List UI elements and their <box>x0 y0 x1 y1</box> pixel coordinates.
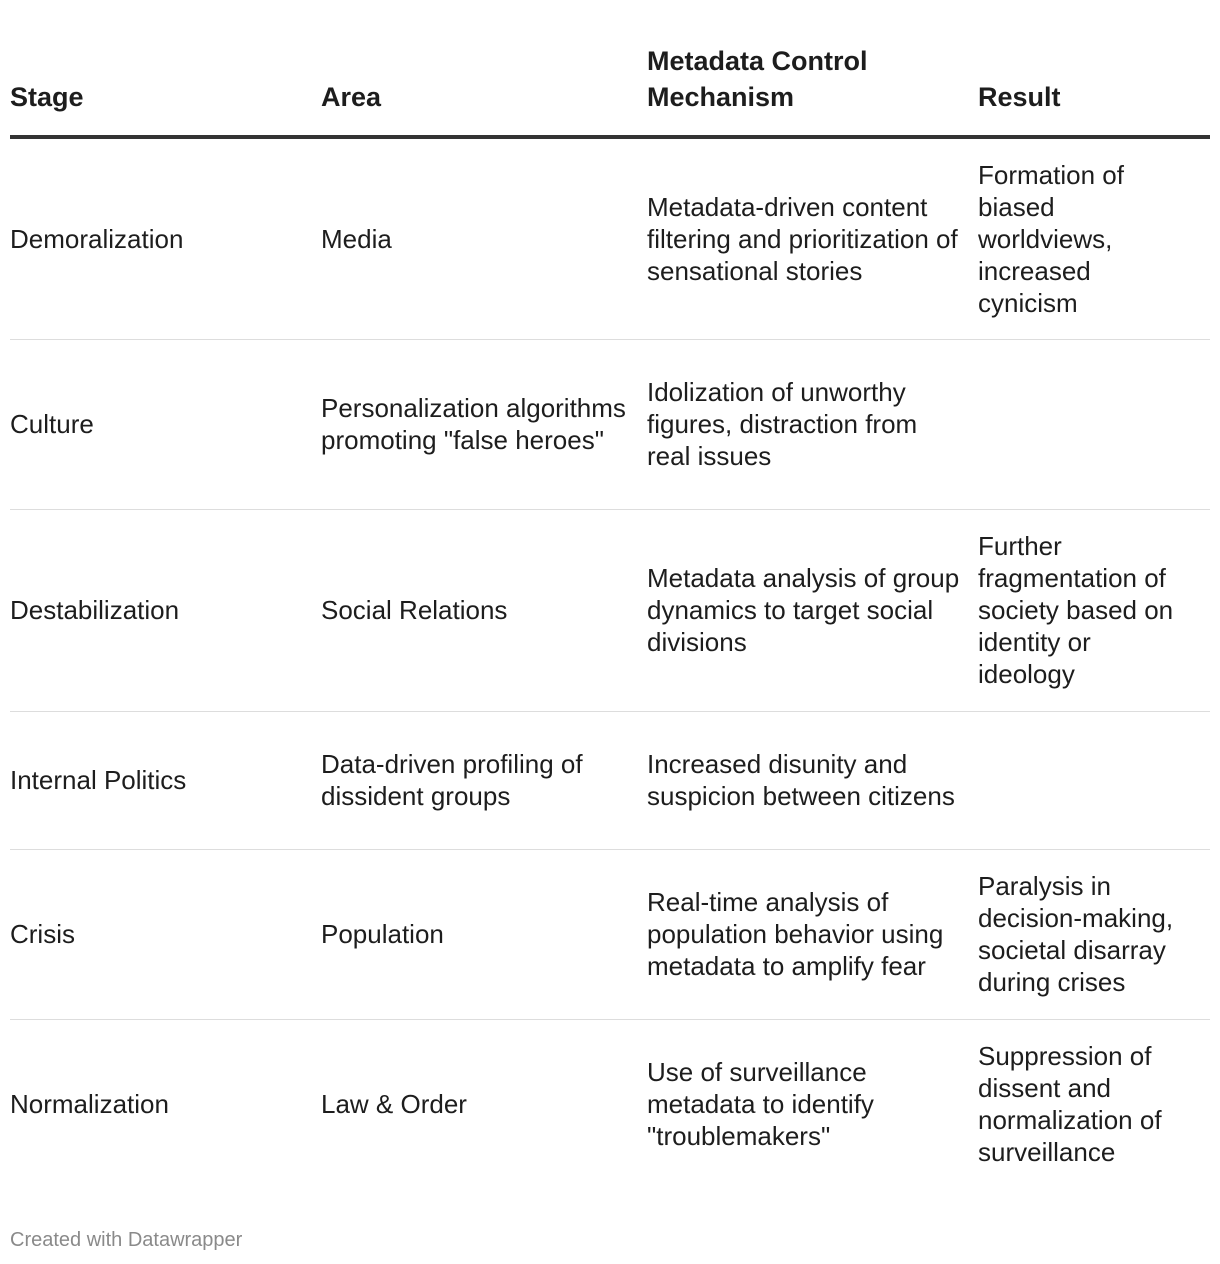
header-result: Result <box>978 0 1210 137</box>
cell-stage: Destabilization <box>10 509 321 711</box>
cell-mechanism: Idolization of unworthy figures, distraction from real issues <box>647 339 978 509</box>
cell-mechanism: Use of surveillance metadata to identify "troublemakers" <box>647 1057 874 1152</box>
cell-area: Law & Order <box>321 1089 467 1120</box>
cell-result: Paralysis in decision-making, societal disarray during crises <box>978 849 1210 1019</box>
cell-area: Media <box>321 137 647 339</box>
data-table <box>10 0 1210 1189</box>
table-row <box>10 1019 1210 1189</box>
header-mechanism: Metadata Control Mechanism <box>647 0 978 137</box>
table-row <box>10 339 1210 509</box>
table-body <box>10 137 1210 1189</box>
cell-area: Personalization algorithms promoting "false heroes" <box>321 339 647 509</box>
cell-result: Suppression of dissent and normalization of surveillance <box>978 1041 1162 1168</box>
cell-result <box>978 339 1210 509</box>
header-row <box>10 0 1210 137</box>
cell-mechanism: Real-time analysis of population behavior using metadata to amplify fear <box>647 849 978 1019</box>
cell-area: Social Relations <box>321 509 647 711</box>
data-table-container <box>10 0 1210 1189</box>
cell-result <box>978 711 1210 849</box>
header-stage: Stage <box>10 0 321 137</box>
cell-result: Further fragmentation of society based on identity or ideology <box>978 509 1210 711</box>
cell-mechanism: Metadata analysis of group dynamics to target social divisions <box>647 509 978 711</box>
table-row <box>10 137 1210 339</box>
cell-area: Population <box>321 849 647 1019</box>
table-row <box>10 711 1210 849</box>
cell-mechanism: Metadata-driven content filtering and prioritization of sensational stories <box>647 137 978 339</box>
table-row <box>10 849 1210 1019</box>
cell-area: Data-driven profiling of dissident groups <box>321 711 647 849</box>
header-area: Area <box>321 0 647 137</box>
cell-stage: Internal Politics <box>10 711 321 849</box>
cell-stage: Normalization <box>10 1089 169 1120</box>
cell-result: Formation of biased worldviews, increased cynicism <box>978 137 1210 339</box>
cell-mechanism: Increased disunity and suspicion between citizens <box>647 711 978 849</box>
cell-stage: Demoralization <box>10 137 321 339</box>
datawrapper-credit: Created with Datawrapper <box>10 1229 243 1251</box>
table-header <box>10 0 1210 137</box>
cell-stage: Crisis <box>10 849 321 1019</box>
cell-stage: Culture <box>10 339 321 509</box>
table-row <box>10 509 1210 711</box>
